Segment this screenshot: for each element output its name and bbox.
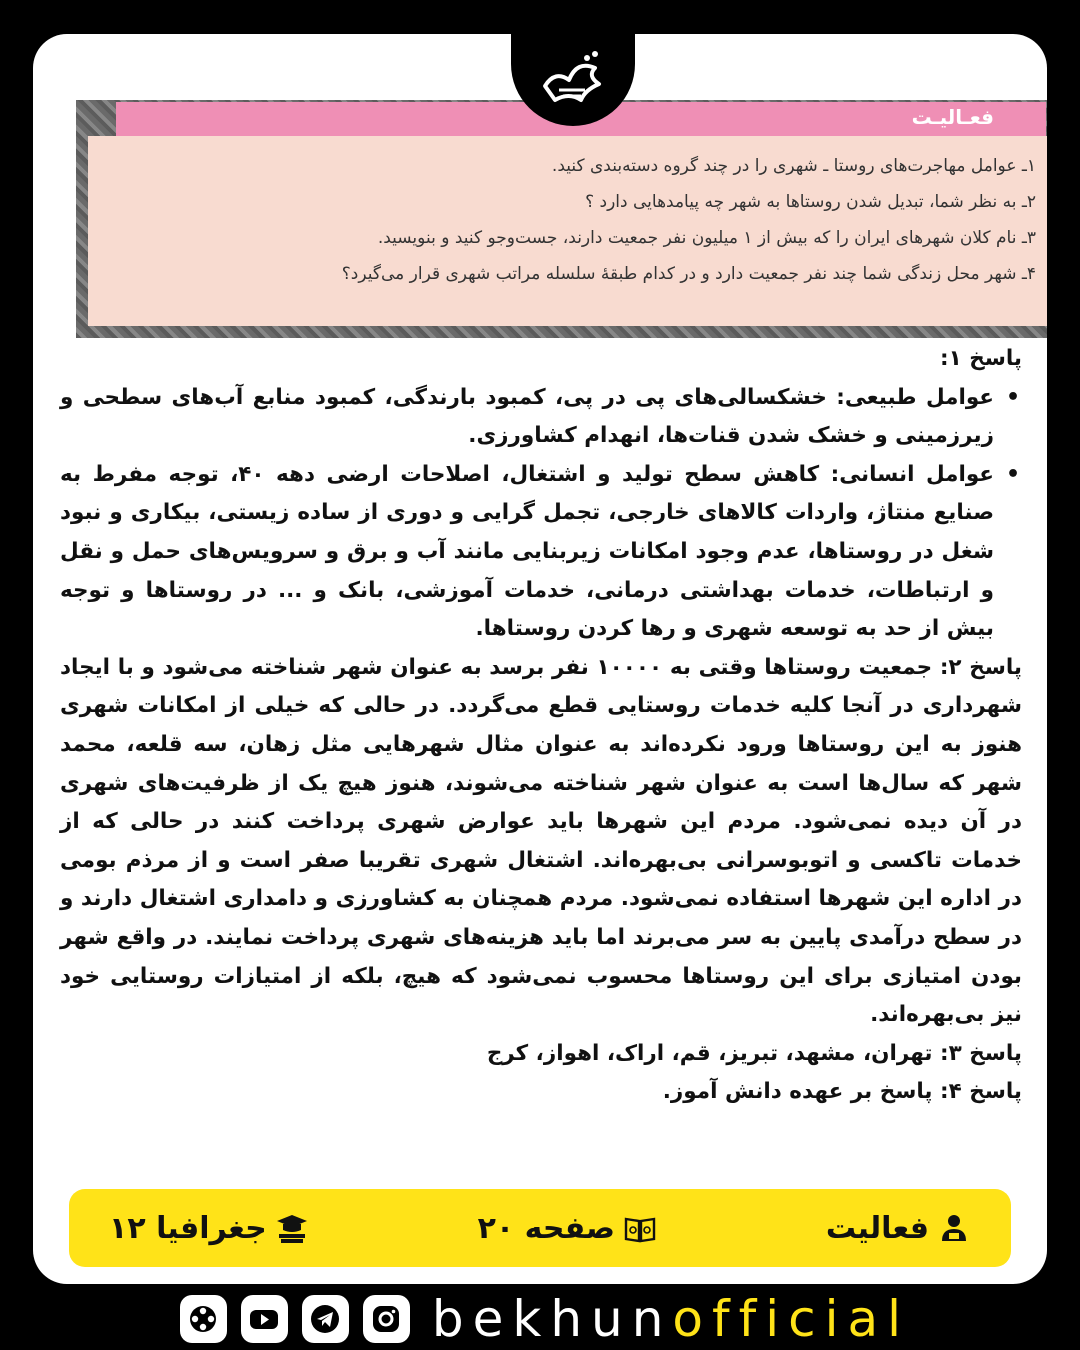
activity-questions (88, 136, 1047, 326)
telegram-icon[interactable] (302, 1295, 349, 1343)
question-3: ۳ـ نام کلان شهرهای ایران را که بیش از ۱ میلیون نفر جمعیت دارند، جست‌وجو کنید و بنویسید. (377, 228, 1036, 248)
answers-section (60, 340, 1022, 1112)
question-1: ۱ـ عوامل مهاجرت‌های روستا ـ شهری را در چند گروه دسته‌بندی کنید. (551, 156, 1036, 176)
answer-1-title: پاسخ ۱: (939, 346, 1022, 371)
brand-part-2: official (672, 1290, 911, 1348)
answer-1-natural-factors: • عوامل طبیعی: خشکسالی‌های پی در پی، کمبود بارندگی، کمبود منابع آب‌های سطحی و زیرزمینی و خشک شدن قنات‌ها، انهدام کشاورزی. (60, 379, 1022, 456)
answer-3: پاسخ ۳: تهران، مشهد، تبریز، قم، اراک، اهواز، کرج (486, 1040, 1022, 1066)
brand-handle (432, 1289, 910, 1349)
film-reel-icon[interactable] (180, 1295, 227, 1343)
footer-activity-label: فعالیت (825, 1210, 929, 1246)
graduation-books-icon (275, 1211, 309, 1245)
answer-1-human-factors: • عوامل انسانی: کاهش سطح تولید و اشتغال، اصلاحات ارضی دهه ۴۰، توجه مفرط به صنایع منتاژ، واردات کالاهای خارجی، تجمل گرایی و دوری از ساده زیستی، بیکاری و نبود شغل در روستاها، عدم وجود امکانات زیربنایی مانند آب و برق و سرویس‌های حمل و نقل و ارتباطات، خدمات بهداشتی درمانی، خدمات آموزشی، بانک و ... در روستاها و توجه بیش از حد به توسعه شهری و رها کردن روستاها. (60, 456, 1022, 649)
footer-subject (109, 1211, 309, 1246)
bekhun-logo-icon (525, 40, 621, 120)
footer-page-label: صفحه ۲۰ (477, 1210, 616, 1246)
logo-badge (511, 34, 635, 126)
footer-page (478, 1211, 657, 1246)
question-4: ۴ـ شهر محل زندگی شما چند نفر جمعیت دارد و در کدام طبقهٔ سلسله مراتب شهری قرار می‌گیرد؟ (341, 264, 1036, 284)
brand-part-1: bekhun (431, 1290, 673, 1348)
question-2: ۲ـ به نظر شما، تبدیل شدن روستاها به شهر چه پیامدهایی دارد ؟ (585, 192, 1036, 212)
youtube-icon[interactable] (241, 1295, 288, 1343)
footer-activity (826, 1211, 971, 1246)
activity-title: فعـالیـت (911, 105, 994, 129)
footer-subject-label: جغرافیا ۱۲ (109, 1210, 267, 1246)
activity-box (76, 100, 1047, 338)
answer-2: پاسخ ۲: جمعیت روستاها وقتی به ۱۰۰۰۰ نفر برسد به عنوان شهر شناخته می‌شود و با ایجاد شهرداری در آنجا کلیه خدمات روستایی قطع می‌گردد. در حالی که خیلی از امکانات شهری هنوز به این روستاها ورود نکرده‌اند به عنوان مثال شهرهایی مثل زهان، سه قلعه، محمد شهر که سال‌ها است به عنوان شهر شناخته می‌شوند، هنوز هیچ یک از ظرفیت‌های شهری در آن دیده نمی‌شود. مردم این شهرها باید عوارض شهری پرداخت کنند در حالی که از خدمات تاکسی و اتوبوسرانی بی‌بهره‌اند. اشتغال شهری تقریبا صفر است و از مرذم بومی در اداره این شهرها استفاده نمی‌شود. مردم همچنان به کشاورزی و دامداری اشتغال دارند و در سطح درآمدی پایین به سر می‌برند اما باید هزینه‌های شهری پرداخت نمایند. در واقع شهر بودن امتیازی برای این روستاها محسوب نمی‌شود که هیچ، بلکه از امتیازات روستایی خود نیز بی‌بهره‌اند. (60, 654, 1022, 1028)
answer-4: پاسخ ۴: پاسخ بر عهده دانش آموز. (662, 1079, 1022, 1105)
answer-1-list (60, 379, 1022, 649)
footer-bar (69, 1189, 1011, 1267)
instagram-icon[interactable] (363, 1295, 410, 1343)
teacher-icon (937, 1211, 971, 1245)
open-book-icon (623, 1211, 657, 1245)
social-row (180, 1288, 910, 1350)
